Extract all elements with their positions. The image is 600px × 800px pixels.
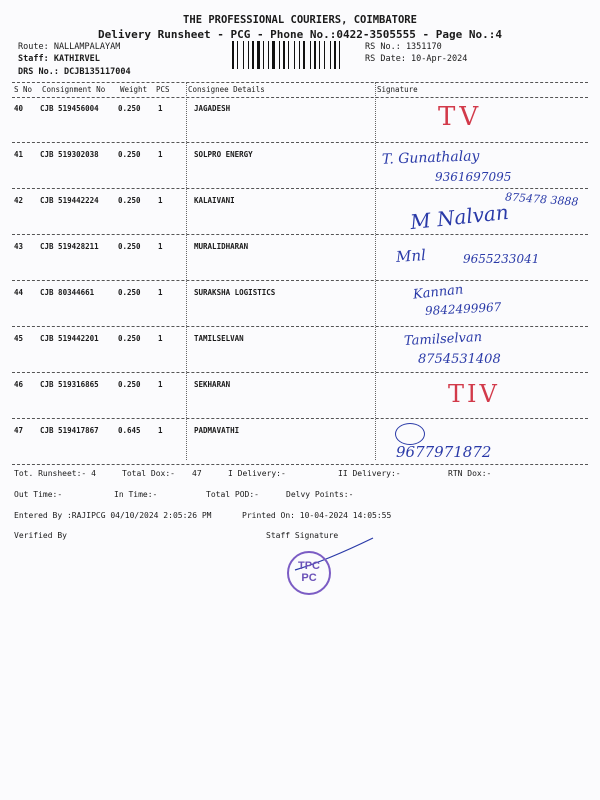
row-consignee: SEKHARAN	[194, 380, 231, 389]
barcode-bar	[265, 41, 267, 69]
ii-delivery: II Delivery:-	[338, 469, 401, 478]
barcode-bar	[341, 41, 343, 69]
barcode-bar	[252, 41, 254, 69]
signature-41-phone-2: 875478 3888	[504, 190, 579, 209]
barcode-bar	[330, 41, 331, 69]
row-consignment: CJB 519442201	[40, 334, 99, 343]
signature-46: TIV	[448, 380, 500, 408]
barcode-bar	[321, 41, 323, 69]
barcode-bar	[283, 41, 285, 69]
barcode-bar	[239, 41, 242, 69]
barcode-bar	[290, 41, 293, 69]
rs-date: RS Date: 10-Apr-2024	[365, 54, 468, 64]
row-sno: 45	[14, 334, 24, 343]
barcode-bar	[235, 41, 236, 69]
table-row	[12, 326, 588, 373]
row-pcs: 1	[158, 242, 163, 251]
barcode-bar	[299, 41, 300, 69]
row-consignment: CJB 519456004	[40, 104, 99, 113]
barcode-bar	[255, 41, 256, 69]
barcode-bar	[310, 41, 311, 69]
row-weight: 0.250	[118, 288, 141, 297]
total-pod: Total POD:-	[206, 490, 259, 499]
i-delivery: I Delivery:-	[228, 469, 286, 478]
row-sno: 46	[14, 380, 24, 389]
barcode-bar	[245, 41, 247, 69]
row-consignment: CJB 519417867	[40, 426, 99, 435]
runsheet-subtitle: Delivery Runsheet - PCG - Phone No.:0422-3505555 - Page No.:4	[98, 28, 502, 41]
barcode-bar	[324, 41, 325, 69]
stamp-text-top: TPC	[298, 560, 320, 572]
row-sno: 41	[14, 150, 24, 159]
row-consignment: CJB 519428211	[40, 242, 99, 251]
row-weight: 0.250	[118, 334, 141, 343]
staff-signature-label: Staff Signature	[266, 531, 339, 540]
barcode-bar	[314, 41, 316, 69]
row-weight: 0.250	[118, 380, 141, 389]
barcode-bar	[317, 41, 318, 69]
barcode-bar	[261, 41, 262, 69]
row-weight: 0.250	[118, 242, 141, 251]
table-row	[12, 280, 588, 327]
row-sno: 47	[14, 426, 24, 435]
barcode-bar	[303, 41, 305, 69]
row-consignee: TAMILSELVAN	[194, 334, 244, 343]
rtn-dox: RTN Dox:-	[448, 469, 492, 478]
signature-43: Mnl	[395, 245, 427, 267]
row-consignment: CJB 519442224	[40, 196, 99, 205]
barcode-bar	[288, 41, 289, 69]
row-pcs: 1	[158, 288, 163, 297]
table-row	[12, 418, 588, 465]
row-consignee: SOLPRO ENERGY	[194, 150, 253, 159]
col-consignee: Consignee Details	[188, 85, 265, 94]
row-consignee: SURAKSHA LOGISTICS	[194, 288, 276, 297]
barcode-bar	[306, 41, 309, 69]
row-pcs: 1	[158, 334, 163, 343]
barcode-image	[232, 41, 356, 69]
row-consignee: PADMAVATHI	[194, 426, 240, 435]
row-pcs: 1	[158, 380, 163, 389]
signature-45: Tamilselvan	[403, 329, 483, 350]
stamp-text-bottom: PC	[301, 572, 317, 584]
col-sno: S No	[14, 85, 33, 94]
row-consignee: JAGADESH	[194, 104, 231, 113]
barcode-bar	[257, 41, 260, 69]
row-pcs: 1	[158, 426, 163, 435]
route-label: Route: NALLAMPALAYAM	[18, 42, 121, 52]
barcode-bar	[263, 41, 264, 69]
rs-number: RS No.: 1351170	[365, 42, 442, 52]
barcode-bar	[296, 41, 298, 69]
signature-44-phone: 9842499967	[424, 300, 502, 318]
barcode-bar	[339, 41, 340, 69]
barcode-bar	[319, 41, 320, 69]
row-pcs: 1	[158, 196, 163, 205]
row-sno: 44	[14, 288, 24, 297]
barcode-bar	[268, 41, 269, 69]
company-title: THE PROFESSIONAL COURIERS, COIMBATORE	[183, 14, 417, 26]
barcode-bar	[281, 41, 282, 69]
barcode-bar	[337, 41, 338, 69]
signature-43-phone: 9655233041	[463, 252, 540, 266]
col-weight: Weight	[120, 85, 148, 94]
signature-45-phone: 8754531408	[418, 352, 501, 367]
barcode-bar	[326, 41, 329, 69]
row-sno: 43	[14, 242, 24, 251]
barcode-bar	[332, 41, 333, 69]
barcode-bar	[286, 41, 287, 69]
barcode-bar	[312, 41, 313, 69]
barcode-bar	[276, 41, 278, 69]
col-consignment: Consignment No	[42, 85, 106, 94]
barcode-bar	[279, 41, 280, 69]
total-dox-value: 47	[192, 469, 202, 478]
row-consignment: CJB 80344661	[40, 288, 95, 297]
row-consignee: MURALIDHARAN	[194, 242, 249, 251]
row-pcs: 1	[158, 150, 163, 159]
barcode-bar	[250, 41, 251, 69]
row-consignment: CJB 519302038	[40, 150, 99, 159]
barcode-bar	[334, 41, 336, 69]
table-row	[12, 96, 588, 143]
barcode-bar	[294, 41, 295, 69]
barcode-bar	[248, 41, 249, 69]
company-stamp	[287, 551, 331, 595]
staff-label: Staff: KATHIRVEL	[18, 54, 100, 64]
signature-47: 9677971872	[396, 443, 492, 461]
row-consignment: CJB 519316865	[40, 380, 99, 389]
in-time: In Time:-	[114, 490, 158, 499]
signature-47-scribble	[395, 423, 425, 445]
signature-44: Kannan	[412, 282, 464, 303]
col-pcs: PCS	[156, 85, 170, 94]
signature-42: M Nalvan	[409, 199, 510, 235]
barcode-bar	[243, 41, 244, 69]
row-weight: 0.250	[118, 150, 141, 159]
barcode-bar	[272, 41, 275, 69]
printed-on: Printed On: 10-04-2024 14:05:55	[242, 511, 392, 520]
verified-by: Verified By	[14, 531, 67, 540]
signature-41-phone: 9361697095	[435, 170, 512, 184]
row-sno: 42	[14, 196, 24, 205]
barcode-bar	[270, 41, 271, 69]
signature-40: TV	[438, 102, 483, 132]
row-pcs: 1	[158, 104, 163, 113]
barcode-bar	[237, 41, 238, 69]
out-time: Out Time:-	[14, 490, 63, 499]
row-weight: 0.645	[118, 426, 141, 435]
col-signature: Signature	[377, 85, 418, 94]
total-dox-label: Total Dox:-	[122, 469, 175, 478]
drs-number: DRS No.: DCJB135117004	[18, 67, 131, 77]
row-weight: 0.250	[118, 104, 141, 113]
entered-by: Entered By :RAJIPCG 04/10/2024 2:05:26 PM	[14, 511, 212, 520]
signature-41: T. Gunathalay	[381, 148, 480, 168]
row-sno: 40	[14, 104, 24, 113]
row-weight: 0.250	[118, 196, 141, 205]
table-row	[12, 372, 588, 419]
row-consignee: KALAIVANI	[194, 196, 235, 205]
barcode-bar	[301, 41, 302, 69]
delvy-points: Delvy Points:-	[286, 490, 354, 499]
barcode-bar	[232, 41, 234, 69]
tot-runsheet: Tot. Runsheet:- 4	[14, 469, 96, 478]
